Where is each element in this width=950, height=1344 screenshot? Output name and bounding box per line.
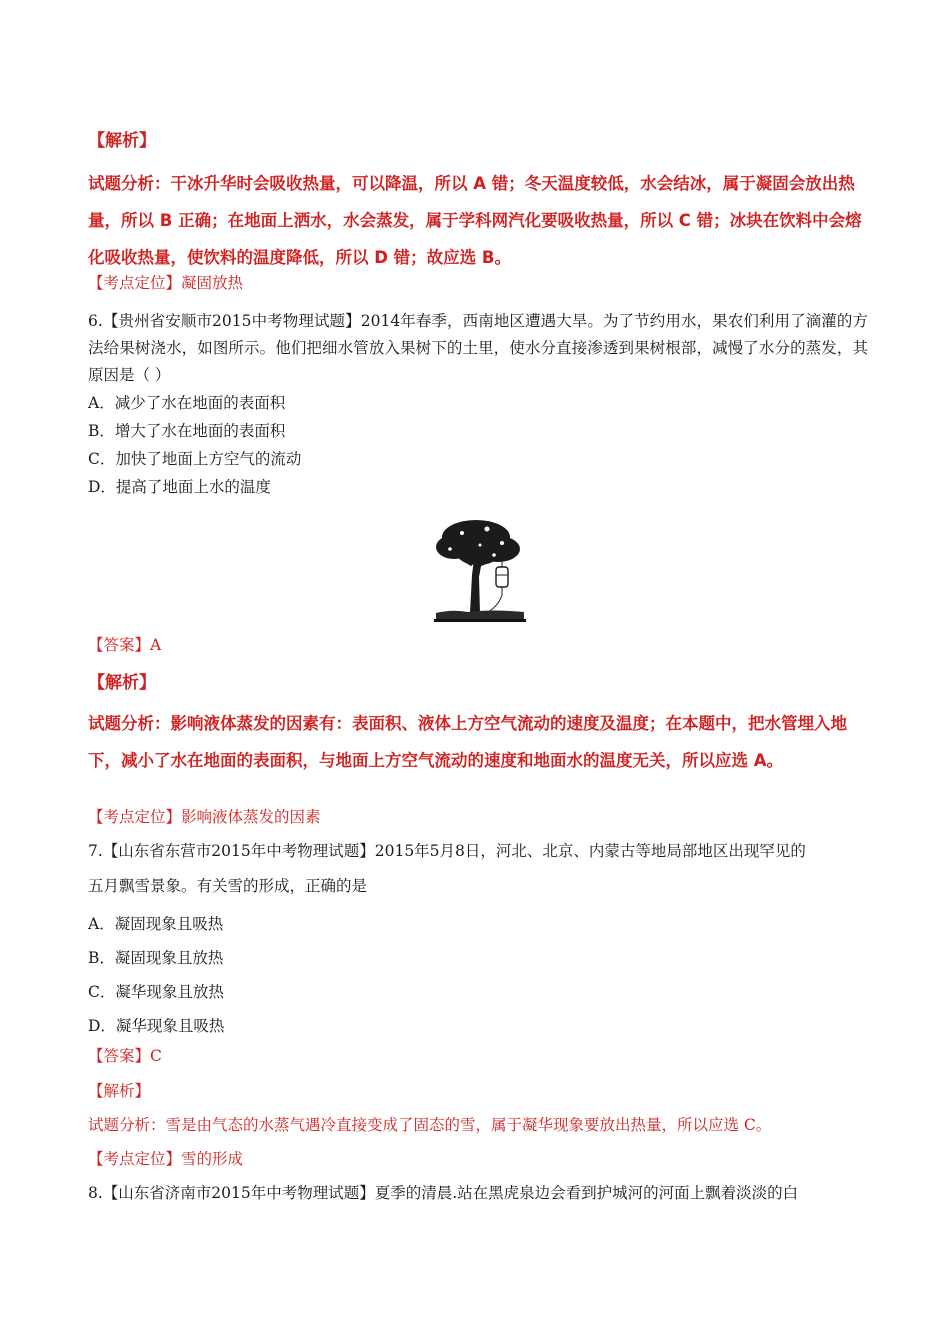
q7-option-b: B．凝固现象且放热 bbox=[88, 949, 224, 967]
tree-canopy bbox=[436, 520, 520, 565]
q6-option-c: C．加快了地面上方空气的流动 bbox=[88, 450, 302, 468]
q7-kaodian: 【考点定位】雪的形成 bbox=[88, 1150, 244, 1168]
q6-option-a: A．减少了水在地面的表面积 bbox=[88, 394, 286, 412]
q6-analysis-line-2: 下，减小了水在地面的表面积，与地面上方空气流动的速度和地面水的温度无关，所以应选 A。 bbox=[88, 751, 784, 770]
tree-trunk bbox=[470, 559, 482, 613]
q6-stem: 6.【贵州省安顺市2015中考物理试题】2014年春季，西南地区遭遇大旱。为了节约用水，果农们利用了滴灌的方法给果树浇水，如图所示。他们把细水管放入果树下的土里，使水分直接渗透到果树根部，减慢了水分的蒸发，其原因是（ ） bbox=[88, 312, 868, 384]
drip-bottle-icon bbox=[486, 555, 508, 613]
q5-analysis-line-3: 化吸收热量，使饮料的温度降低，所以 D 错；故应选 B。 bbox=[88, 248, 512, 267]
q7-stem-line-1: 7.【山东省东营市2015年中考物理试题】2015年5月8日，河北、北京、内蒙古等地局部地区出现罕见的 bbox=[88, 842, 806, 860]
q6-jiexi-label: 【解析】 bbox=[88, 673, 156, 693]
q6-options bbox=[88, 389, 868, 501]
q7-analysis: 试题分析：雪是由气态的水蒸气遇冷直接变成了固态的雪，属于凝华现象要放出热量，所以应选 C。 bbox=[88, 1116, 772, 1134]
q6-option-d: D．提高了地面上水的温度 bbox=[88, 478, 271, 496]
q6-analysis bbox=[88, 705, 878, 779]
q8-stem: 8.【山东省济南市2015年中考物理试题】夏季的清晨.站在黑虎泉边会看到护城河的河面上飘着淡淡的白 bbox=[88, 1184, 799, 1202]
q5-analysis bbox=[88, 165, 878, 276]
q7-stem-line-2: 五月飘雪景象。有关雪的形成，正确的是 bbox=[88, 877, 368, 895]
q6-analysis-line-1: 试题分析：影响液体蒸发的因素有：表面积、液体上方空气流动的速度及温度；在本题中，把水管埋入地 bbox=[88, 714, 847, 733]
q7-option-d: D．凝华现象且吸热 bbox=[88, 1017, 225, 1035]
q5-kaodian: 【考点定位】凝固放热 bbox=[88, 274, 244, 292]
drip-irrigation-tree-figure bbox=[432, 515, 528, 625]
q5-jiexi-label: 【解析】 bbox=[88, 131, 156, 151]
q5-analysis-line-2: 量，所以 B 正确；在地面上洒水，水会蒸发，属于学科网汽化要吸收热量，所以 C 错；冰块在饮料中会熔 bbox=[88, 211, 862, 230]
q7-answer: 【答案】C bbox=[88, 1047, 162, 1065]
q7-jiexi-label: 【解析】 bbox=[88, 1082, 151, 1100]
q6-kaodian: 【考点定位】影响液体蒸发的因素 bbox=[88, 808, 321, 826]
q6-option-b: B．增大了水在地面的表面积 bbox=[88, 422, 286, 440]
q5-analysis-line-1: 试题分析：干冰升华时会吸收热量，可以降温，所以 A 错；冬天温度较低，水会结冰，属于凝固会放出热 bbox=[88, 174, 855, 193]
q6-answer: 【答案】A bbox=[88, 636, 162, 654]
q7-option-a: A．凝固现象且吸热 bbox=[88, 915, 224, 933]
q7-option-c: C．凝华现象且放热 bbox=[88, 983, 224, 1001]
q7-options bbox=[88, 907, 868, 1043]
